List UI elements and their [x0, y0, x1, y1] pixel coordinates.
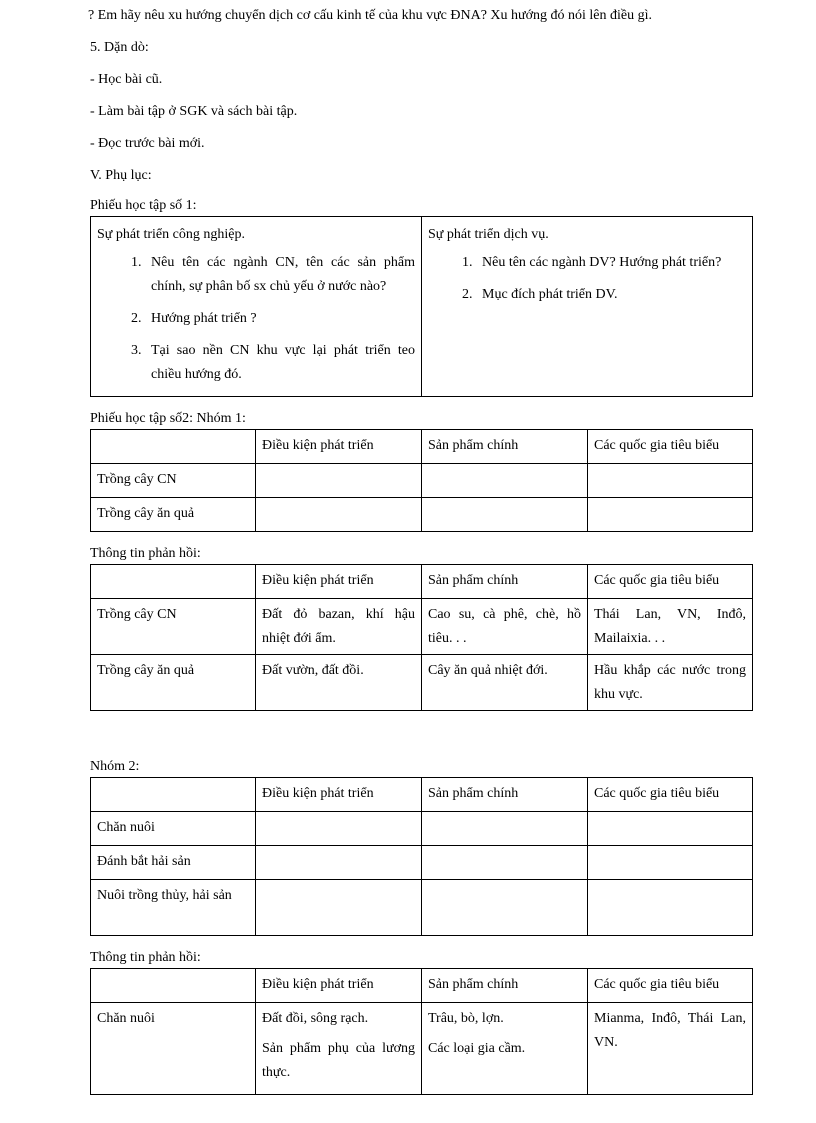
table-row: [91, 498, 753, 532]
table-cell: [588, 846, 753, 880]
table-cell: [256, 1003, 422, 1095]
feedback-2-title: Thông tin phản hồi:: [90, 950, 201, 965]
group-2-title: Nhóm 2:: [90, 759, 140, 774]
services-list: [428, 251, 746, 307]
table-row: [91, 812, 753, 846]
table-cell: [422, 498, 588, 532]
row-label: Trồng cây CN: [91, 599, 256, 655]
header-cell: Sản phẩm chính: [422, 778, 588, 812]
header-cell: [91, 778, 256, 812]
row-label: Chăn nuôi: [91, 1003, 256, 1095]
header-cell: Các quốc gia tiêu biểu: [588, 969, 753, 1003]
homework-item: - Học bài cũ.: [90, 72, 163, 87]
row-label: Chăn nuôi: [91, 812, 256, 846]
list-item: 3. Tại sao nền CN khu vực lại phát triển teo chiều hướng đó.: [145, 339, 415, 387]
list-item: 1. Nêu tên các ngành DV? Hướng phát triển?: [476, 251, 746, 275]
table-row: [91, 880, 753, 936]
table-cell: Đất đỏ bazan, khí hậu nhiệt đới ẩm.: [256, 599, 422, 655]
table-row: [91, 599, 753, 655]
list-item: 1. Nêu tên các ngành CN, tên các sản phẩm chính, sự phân bố sx chủ yếu ở nước nào?: [145, 251, 415, 299]
table-cell: [256, 498, 422, 532]
table-row: [91, 464, 753, 498]
homework-item: - Làm bài tập ở SGK và sách bài tập.: [90, 104, 298, 119]
industry-list: [97, 251, 415, 387]
header-cell: Điều kiện phát triển: [256, 969, 422, 1003]
header-cell: Điều kiện phát triển: [256, 565, 422, 599]
homework-item: - Đọc trước bài mới.: [90, 136, 205, 151]
table-header-row: [91, 969, 753, 1003]
table-cell: [256, 464, 422, 498]
table-cell: [256, 846, 422, 880]
table-row: [91, 846, 753, 880]
table-cell: [256, 880, 422, 936]
list-item: 2. Hướng phát triển ?: [145, 307, 415, 331]
row-label: Trồng cây ăn quả: [91, 655, 256, 711]
table-cell: [588, 812, 753, 846]
worksheet-2-group-1-table: [90, 429, 753, 532]
header-cell: [91, 430, 256, 464]
header-cell: Sản phẩm chính: [422, 969, 588, 1003]
table-header-row: [91, 778, 753, 812]
table-cell: [256, 812, 422, 846]
cell-line: Các loại gia cầm.: [428, 1041, 526, 1056]
table-cell: [422, 464, 588, 498]
table-row: [91, 1003, 753, 1095]
row-label: Nuôi trồng thủy, hải sản: [91, 880, 256, 936]
document-page: [90, 4, 752, 1095]
cell-line: Sản phẩm phụ của lương thực.: [262, 1041, 415, 1080]
review-question: ? Em hãy nêu xu hướng chuyển dịch cơ cấu kinh tế của khu vực ĐNA? Xu hướng đó nói lên điều gì.: [88, 8, 653, 23]
group-2-table: [90, 777, 753, 936]
header-cell: Các quốc gia tiêu biểu: [588, 778, 753, 812]
feedback-2-table: [90, 968, 753, 1095]
worksheet-2-title: Phiếu học tập số2: Nhóm 1:: [90, 411, 246, 426]
row-label: Trồng cây CN: [91, 464, 256, 498]
table-header-row: [91, 565, 753, 599]
worksheet-1-table: [90, 216, 753, 397]
header-cell: Sản phẩm chính: [422, 430, 588, 464]
table-header-row: [91, 430, 753, 464]
feedback-1-table: [90, 564, 753, 711]
header-cell: [91, 969, 256, 1003]
header-cell: Các quốc gia tiêu biểu: [588, 565, 753, 599]
appendix-heading: V. Phụ lục:: [90, 168, 152, 183]
list-item: 2. Mục đích phát triển DV.: [476, 283, 746, 307]
table-cell: [588, 498, 753, 532]
services-cell: [422, 217, 753, 397]
header-cell: [91, 565, 256, 599]
header-cell: Điều kiện phát triển: [256, 430, 422, 464]
table-cell: [422, 880, 588, 936]
table-cell: [588, 464, 753, 498]
header-cell: Điều kiện phát triển: [256, 778, 422, 812]
table-cell: Hầu khắp các nước trong khu vực.: [588, 655, 753, 711]
feedback-1-title: Thông tin phản hồi:: [90, 546, 201, 561]
table-cell: Đất vườn, đất đồi.: [256, 655, 422, 711]
table-cell: [422, 812, 588, 846]
table-cell: Mianma, Inđô, Thái Lan, VN.: [588, 1003, 753, 1095]
table-row: [91, 655, 753, 711]
row-label: Trồng cây ăn quả: [91, 498, 256, 532]
table-cell: [588, 880, 753, 936]
cell-line: Đất đồi, sông rạch.: [262, 1011, 369, 1026]
header-cell: Các quốc gia tiêu biểu: [588, 430, 753, 464]
table-cell: Thái Lan, VN, Inđô, Mailaixia. . .: [588, 599, 753, 655]
services-heading: Sự phát triển dịch vụ.: [428, 227, 549, 242]
section-5-heading: 5. Dặn dò:: [90, 40, 149, 55]
worksheet-1-title: Phiếu học tập số 1:: [90, 198, 197, 213]
header-cell: Sản phẩm chính: [422, 565, 588, 599]
industry-heading: Sự phát triển công nghiệp.: [97, 227, 245, 242]
row-label: Đánh bắt hải sản: [91, 846, 256, 880]
table-cell: Cây ăn quả nhiệt đới.: [422, 655, 588, 711]
table-cell: [422, 846, 588, 880]
table-cell: Cao su, cà phê, chè, hồ tiêu. . .: [422, 599, 588, 655]
cell-line: Trâu, bò, lợn.: [428, 1011, 504, 1026]
industry-cell: [91, 217, 422, 397]
table-cell: [422, 1003, 588, 1095]
